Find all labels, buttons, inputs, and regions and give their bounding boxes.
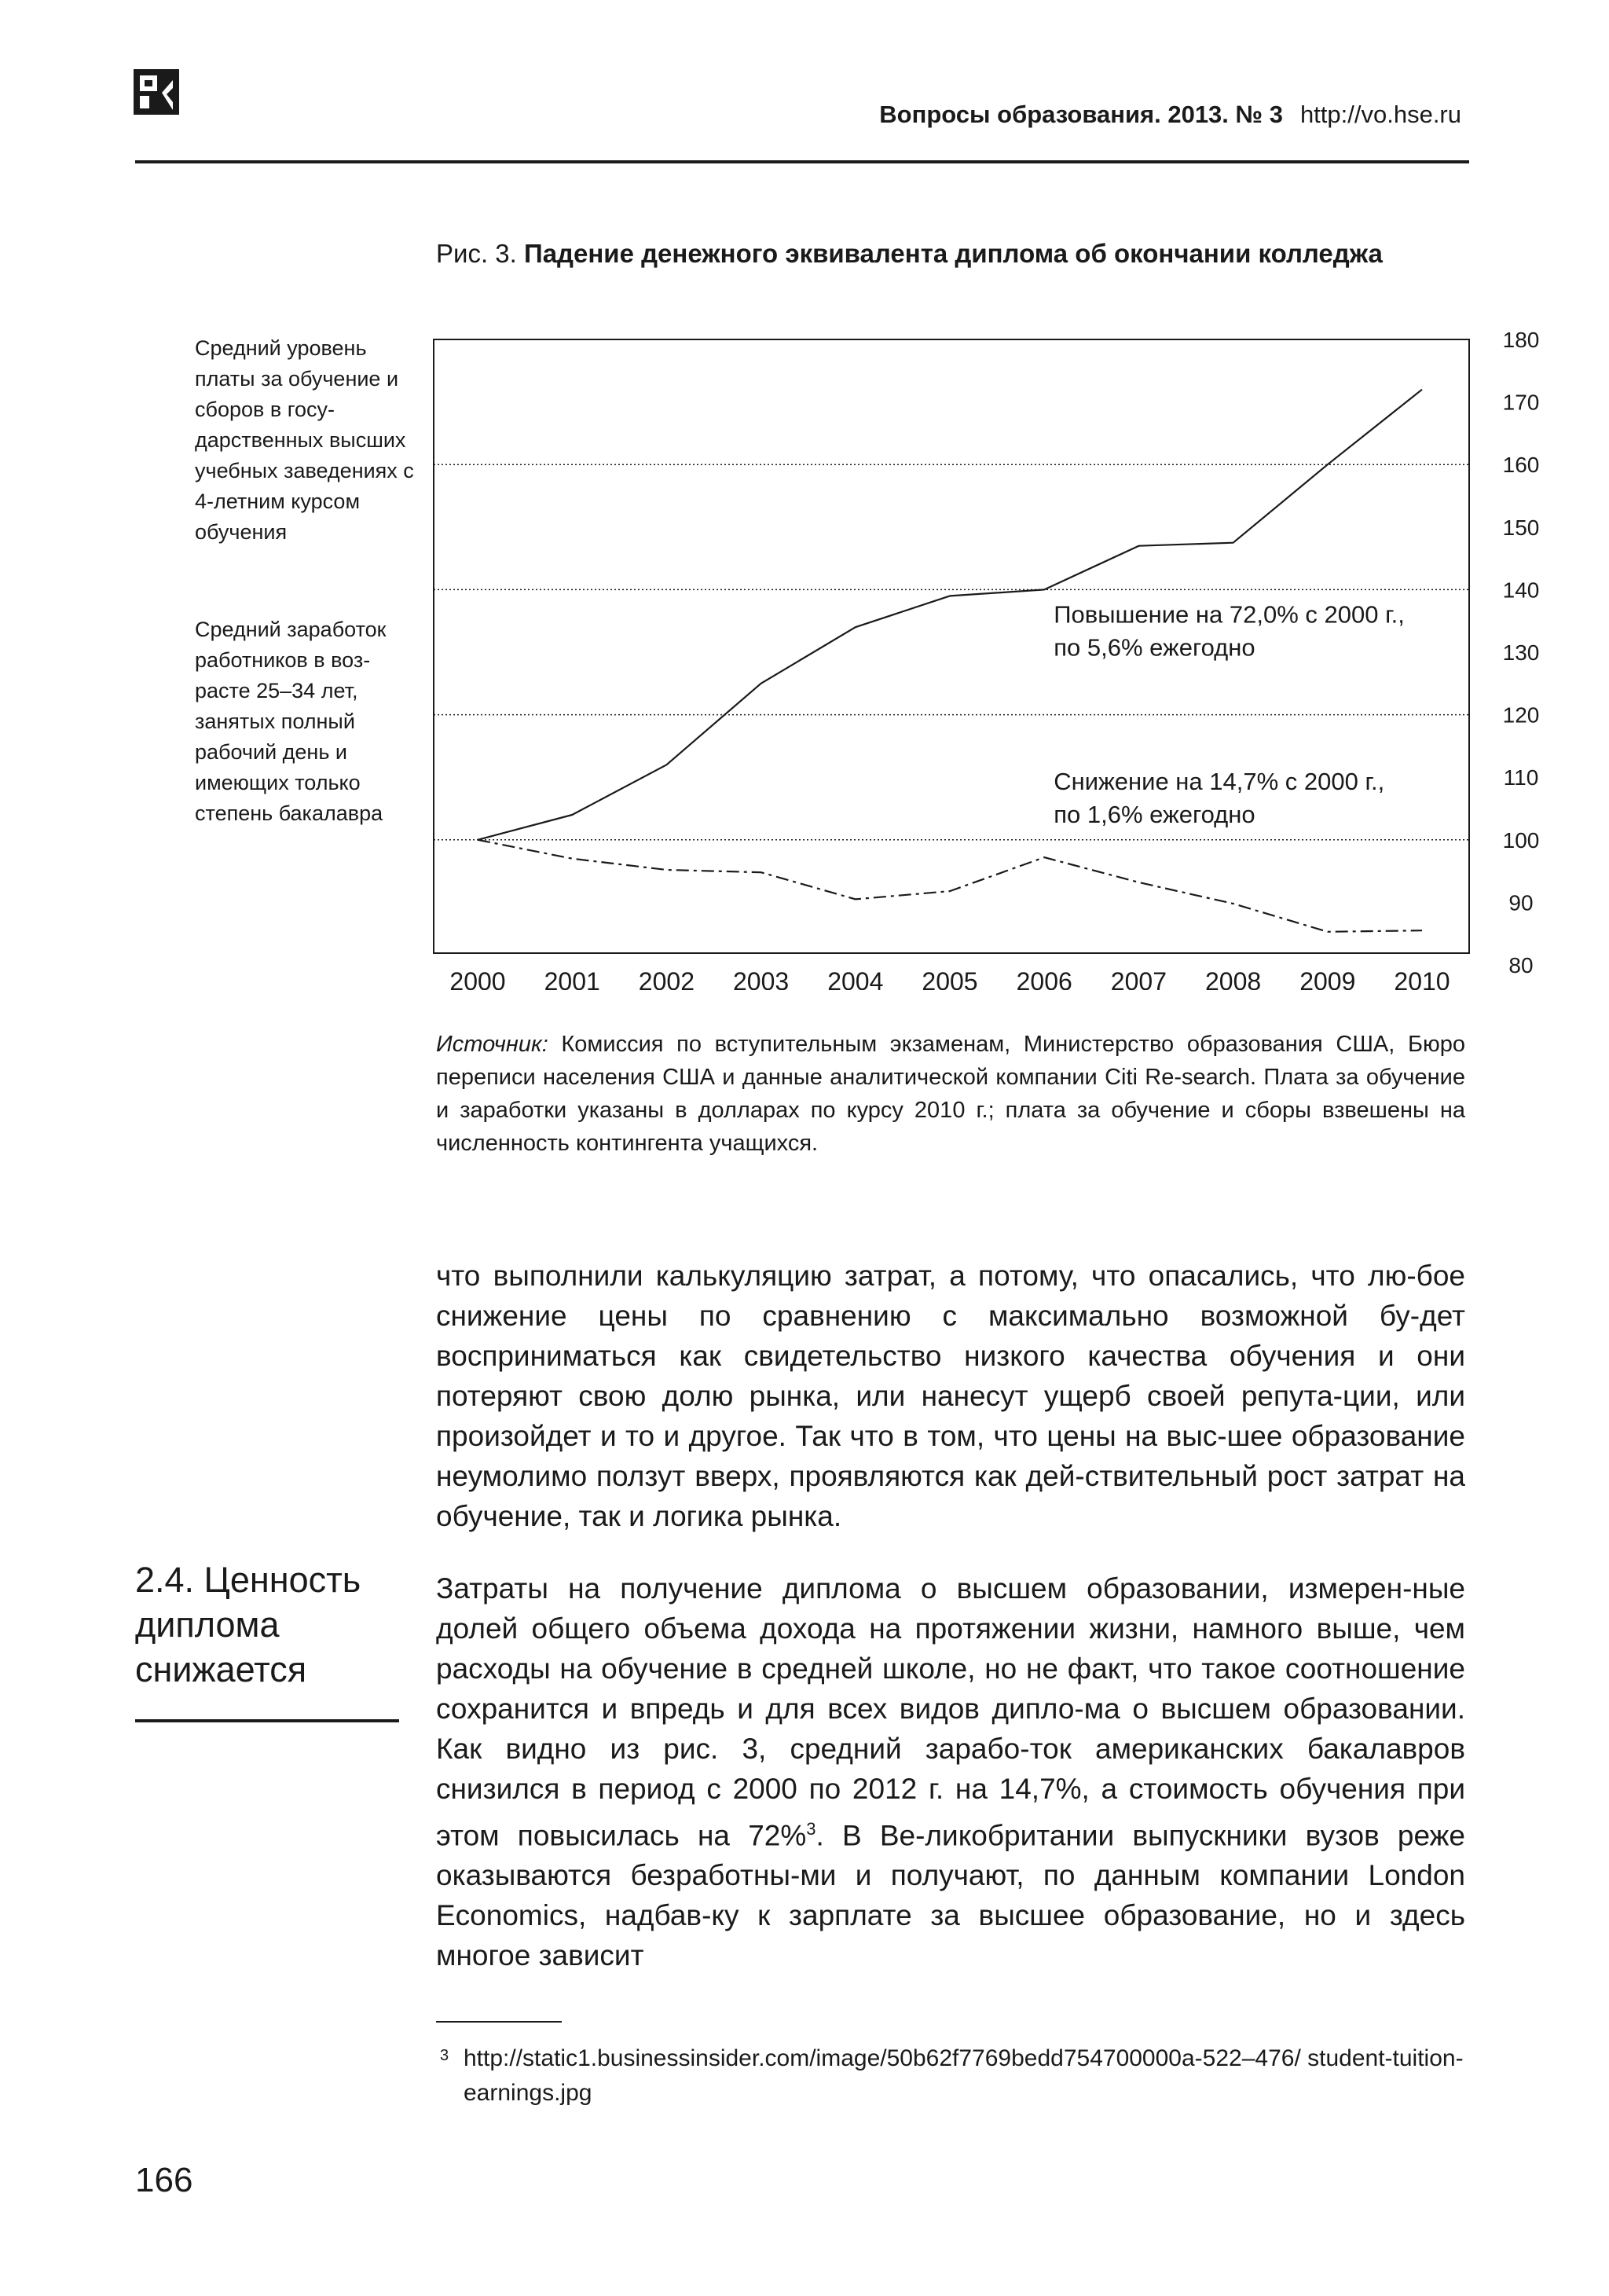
annotation-1-line-1: Повышение на 72,0% с 2000 г., (1054, 600, 1405, 629)
section-rule (135, 1719, 399, 1722)
legend-label-tuition: Средний уровень платы за обучение и сборов в госу-дарственных высших учебных заведениях с 4-летним курсом обучения (195, 336, 414, 544)
figure-label: Рис. 3. (436, 239, 524, 268)
y-tick-label-90: 90 (1508, 890, 1534, 915)
footnote (440, 2041, 1469, 2111)
header-rule (135, 160, 1469, 163)
body-paragraph-1: что выполнили калькуляцию затрат, а потому, что опасались, что лю-бое снижение цены по сравнению с максимально возможной бу-дет восприниматься как свидетельство низкого качества обучения и они потеряют свою долю рынка, или нанесут ущерб своей репута-ции, или произойдет и то и другое. Так что в том, что цены на выс-шее образование неумолимо ползут вверх, проявляются как дей-ствительный рост затрат на обучение, так и логика рынка. (436, 1260, 1465, 1532)
body-paragraph-2 (436, 1568, 1465, 1975)
page-number: 166 (135, 2161, 193, 2199)
legend-item-tuition (134, 333, 416, 548)
y-tick-label-80: 80 (1508, 953, 1534, 977)
footnote-mark: 3 (440, 2047, 449, 2064)
y-tick-label-180: 180 (1502, 330, 1540, 352)
footnote-ref[interactable]: 3 (806, 1819, 816, 1839)
y-tick-label-150: 150 (1502, 515, 1540, 540)
x-tick-label-2001: 2001 (544, 967, 600, 990)
paragraph-2-part-1: Затраты на получение диплома о высшем образовании, измерен-ные долей общего объема дохода на протяжении жизни, намного выше, чем расходы на обучение в средней школе, но не факт, что такое соотношение сохранится и впредь и для всех видов дипло-ма о высшем образовании. Как видно из рис. 3, средний зарабо-ток американских бакалавров снизился в период с 2000 по 2012 г. на 14,7%, а стоимость обучения при этом повысилась на 72% (436, 1572, 1465, 1852)
y-tick-label-130: 130 (1502, 640, 1540, 665)
footnote-rule (436, 2021, 562, 2023)
x-tick-label-2004: 2004 (827, 967, 884, 990)
x-tick-label-2005: 2005 (922, 967, 978, 990)
plot-frame (434, 339, 1469, 953)
journal-url[interactable]: http://vo.hse.ru (1299, 101, 1461, 128)
section-heading: 2.4. Ценность диплома снижается (135, 1560, 361, 1689)
x-tick-label-2002: 2002 (638, 967, 695, 990)
y-tick-label-110: 110 (1503, 765, 1539, 790)
source-label: Источник: (436, 1032, 548, 1057)
figure-source (436, 1028, 1465, 1160)
journal-name: Вопросы образования. 2013. № 3 (879, 101, 1283, 128)
y-tick-label-160: 160 (1502, 453, 1540, 478)
annotation-1-line-2: по 5,6% ежегодно (1054, 633, 1255, 662)
x-tick-label-2010: 2010 (1394, 967, 1450, 990)
y-tick-label-170: 170 (1502, 390, 1540, 415)
running-header (879, 101, 1461, 129)
y-tick-label-120: 120 (1502, 702, 1540, 728)
x-tick-label-2007: 2007 (1110, 967, 1167, 990)
x-tick-label-2009: 2009 (1299, 967, 1356, 990)
journal-logo-icon (134, 69, 179, 115)
annotation-2-line-1: Снижение на 14,7% с 2000 г., (1054, 768, 1385, 796)
figure-title: Падение денежного эквивалента диплома об окончании колледжа (523, 239, 1383, 268)
figure-caption (436, 236, 1457, 272)
legend-item-earnings (134, 614, 416, 829)
footnote-text[interactable]: http://static1.businessinsider.com/image/50b62f7769bedd754700000a-522–476/ student-tuition-earnings.jpg (464, 2045, 1464, 2106)
series-line-earnings (478, 840, 1422, 932)
x-tick-label-2006: 2006 (1016, 967, 1072, 990)
y-tick-label-140: 140 (1502, 578, 1540, 603)
y-tick-label-100: 100 (1502, 827, 1540, 853)
annotation-2-line-2: по 1,6% ежегодно (1054, 801, 1255, 829)
paragraph-2-part-2: . В Ве-ликобритании выпускники вузов реже оказываются безработны-ми и получают, по данным компании London Economics, надбав-ку к зарплате за высшее образование, но и здесь многое зависит (436, 1819, 1465, 1972)
x-tick-label-2008: 2008 (1205, 967, 1262, 990)
source-text: Комиссия по вступительным экзаменам, Министерство образования США, Бюро переписи населения США и данные аналитической компании Citi Re-search. Плата за обучение и заработки указаны в долларах по курсу 2010 г.; плата за обучение и сборы взвешены на численность контингента учащихся. (436, 1032, 1465, 1156)
legend-label-earnings: Средний заработок работников в воз-расте 25–34 лет, занятых полный рабочий день и имеющих только степень бакалавра (195, 618, 387, 825)
x-tick-label-2000: 2000 (449, 967, 506, 990)
x-tick-label-2003: 2003 (733, 967, 790, 990)
line-chart (424, 330, 1556, 990)
